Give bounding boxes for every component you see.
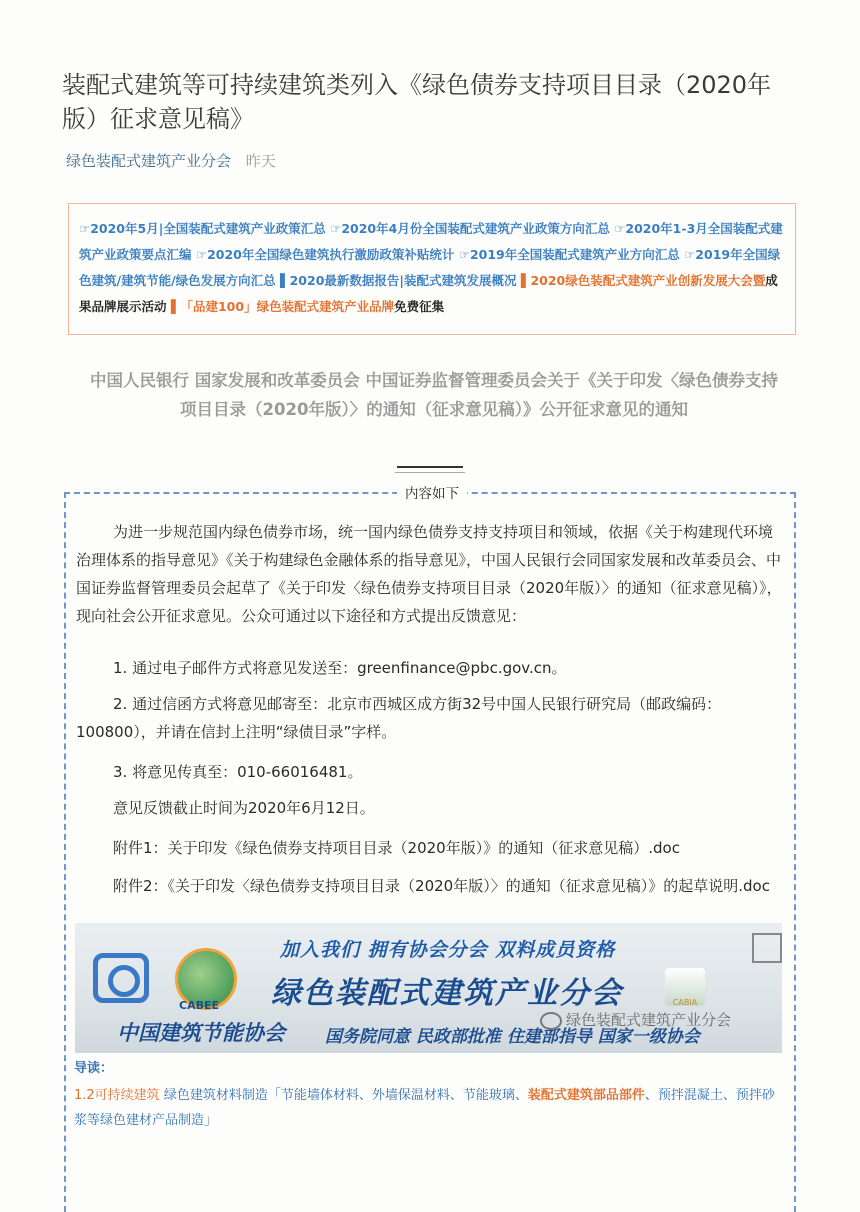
wechat-watermark bbox=[540, 1009, 731, 1030]
article-meta bbox=[66, 150, 276, 171]
guide-category: 1.2可持续建筑 bbox=[74, 1088, 160, 1103]
related-link[interactable]: ▌2020最新数据报告|装配式建筑发展概况 bbox=[280, 273, 517, 288]
related-link[interactable]: ☞2020年全国绿色建筑执行激励政策补贴统计 bbox=[195, 247, 455, 262]
attachment-1[interactable]: 附件1：关于印发《绿色债券支持项目目录（2020年版）》的通知（征求意见稿）.doc bbox=[113, 839, 680, 857]
related-link[interactable]: ☞2019年全国绿色建筑/建筑节能/绿色发展方向汇总 bbox=[79, 247, 781, 288]
promo-banner[interactable] bbox=[75, 923, 782, 1053]
banner-slogan: 国务院同意 民政部批准 住建部指导 国家一级协会 bbox=[325, 1027, 700, 1047]
related-link-suffix: 成果品牌展示活动 bbox=[79, 273, 778, 314]
cabee-logo-text: CABEE bbox=[179, 999, 219, 1012]
guide-highlight: 装配式建筑部品部件 bbox=[527, 1088, 645, 1103]
guide-text bbox=[74, 1083, 786, 1133]
related-link[interactable]: ☞2020年4月份全国装配式建筑产业政策方向汇总 bbox=[330, 221, 610, 236]
related-link[interactable]: ▌「品建100」绿色装配式建筑产业品牌 bbox=[170, 299, 395, 314]
body-paragraph: 为进一步规范国内绿色债券市场，统一国内绿色债券支持支持项目和领域，依据《关于构建现代环境治理体系的指导意见》《关于构建绿色金融体系的指导意见》，中国人民银行会同国家发展和改革委员会、中国证券监督管理委员会起草了《关于印发〈绿色债券支持项目目录（2020年版）〉的通知（征求意见稿）》，现向社会公开征求意见。公众可通过以下途径和方式提出反馈意见： bbox=[76, 523, 782, 625]
author-link[interactable]: 绿色装配式建筑产业分会 bbox=[66, 152, 232, 170]
watermark-text: 绿色装配式建筑产业分会 bbox=[566, 1011, 732, 1029]
related-link[interactable]: ☞2020年1-3月全国装配式建筑产业政策要点汇编 bbox=[79, 221, 783, 262]
related-link[interactable]: ☞2020年5月|全国装配式建筑产业政策汇总 bbox=[79, 221, 326, 236]
related-link[interactable]: ▌2020绿色装配式建筑产业创新发展大会暨 bbox=[520, 273, 766, 288]
divider-ornament bbox=[397, 466, 463, 476]
feedback-item-mail: 2. 通过信函方式将意见邮寄至：北京市西城区成方街32号中国人民银行研究局（邮政编码：100800），并请在信封上注明“绿债目录”字样。 bbox=[76, 695, 722, 741]
banner-association: 中国建筑节能协会 bbox=[117, 1021, 285, 1045]
publish-date: 昨天 bbox=[245, 152, 276, 170]
banner-branch-name: 绿色装配式建筑产业分会 bbox=[271, 976, 623, 1011]
feedback-item-email: 1. 通过电子邮件方式将意见发送至：greenfinance@pbc.gov.cn。 bbox=[113, 659, 567, 677]
article-title: 装配式建筑等可持续建筑类列入《绿色债券支持项目目录（2020年版）征求意见稿》 bbox=[62, 71, 772, 133]
related-link-suffix: 免费征集 bbox=[394, 299, 445, 314]
attachment-2[interactable]: 附件2：《关于印发〈绿色债券支持项目目录（2020年版）〉的通知（征求意见稿）》的起草说明.doc bbox=[113, 877, 770, 895]
feedback-item-fax: 3. 将意见传真至：010-66016481。 bbox=[113, 763, 363, 781]
content-label: 内容如下 bbox=[397, 482, 467, 502]
notice-title: 中国人民银行 国家发展和改革委员会 中国证券监督管理委员会关于《关于印发〈绿色债券支持项目目录（2020年版）〉的通知（征求意见稿）》公开征求意见的通知 bbox=[90, 371, 778, 419]
guide-description-end: 、预拌混凝土、预拌砂浆等绿色建材产品制造」 bbox=[74, 1088, 775, 1128]
banner-join-text: 加入我们 拥有协会分会 双料成员资格 bbox=[280, 939, 616, 961]
guide-label: 导读： bbox=[74, 1061, 114, 1076]
deadline-text: 意见反馈截止时间为2020年6月12日。 bbox=[113, 799, 375, 817]
related-link[interactable]: ☞2019年全国装配式建筑产业方向汇总 bbox=[458, 247, 680, 262]
wechat-icon bbox=[540, 1012, 562, 1030]
guide-description: 绿色建筑材料制造「节能墙体材料、外墙保温材料、节能玻璃、 bbox=[159, 1088, 528, 1103]
cabia-logo: CABIA bbox=[665, 968, 705, 1006]
camera-icon bbox=[93, 953, 149, 1003]
related-links-box bbox=[68, 203, 796, 335]
qr-placeholder bbox=[752, 933, 782, 963]
